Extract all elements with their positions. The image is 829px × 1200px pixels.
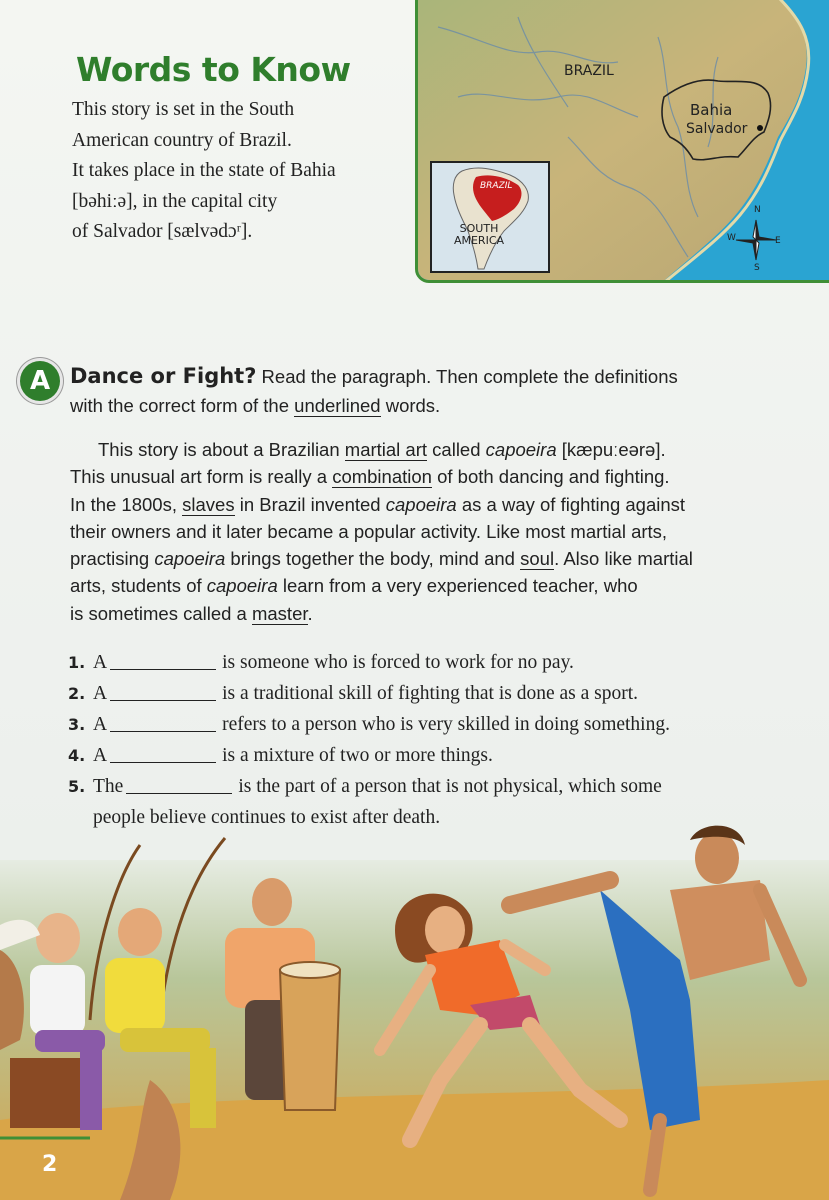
exercise-heading: Dance or Fight?: [70, 364, 257, 388]
answer-blank[interactable]: [126, 773, 232, 794]
reading-paragraph: This story is about a Brazilian martial art called capoeira [kæpuːeərə]. This unusual art form is really a combination of both dancing and fighting. In the 1800s, slaves in Brazil invented capoeira as a way of fighting against their owners and it later became a popular activity. Like most martial arts, practising capoeira brings together the body, mind and soul. Also like martial arts, students of capoeira learn from a very experienced teacher, who is sometimes called a master.: [70, 439, 693, 624]
vocab-master: master: [251, 602, 308, 624]
map-label-salvador: Salvador: [686, 121, 748, 137]
page-number: 2: [42, 1152, 58, 1177]
south-america-inset-map: [430, 161, 550, 273]
vocab-slaves: slaves: [182, 493, 235, 515]
inset-label-brazil: BRAZIL: [480, 181, 513, 191]
compass-n: N: [754, 205, 761, 215]
exercise-a-badge: A: [20, 361, 60, 401]
brazil-map: [415, 0, 829, 283]
inset-label-south-america: SOUTH AMERICA: [453, 222, 505, 247]
south-america-shape: [432, 163, 548, 271]
map-label-bahia: Bahia: [690, 101, 733, 119]
definition-questions: [68, 647, 808, 833]
compass-w: W: [727, 233, 736, 243]
vocab-combination: combination: [332, 466, 432, 488]
compass-s: S: [754, 263, 760, 273]
question-item: 2. A is a traditional skill of fighting that is done as a sport.: [68, 678, 808, 709]
question-item: 4. A is a mixture of two or more things.: [68, 740, 808, 771]
answer-blank[interactable]: [110, 711, 216, 732]
vocab-soul: soul: [520, 548, 555, 570]
wtk-line: This story is set in the South: [72, 99, 295, 120]
words-to-know-title: Words to Know: [76, 50, 351, 89]
vocab-martial-art: martial art: [344, 439, 428, 460]
compass-e: E: [775, 236, 781, 246]
question-continuation: people believe continues to exist after death.: [93, 807, 441, 828]
wtk-line: It takes place in the state of Bahia: [72, 160, 336, 181]
wtk-line: [bəhiːə], in the capital city: [72, 190, 278, 212]
capoeira-illustration: [0, 820, 829, 1200]
underlined-word: underlined: [294, 395, 381, 416]
answer-blank[interactable]: [110, 649, 216, 670]
question-item: 1. A is someone who is forced to work for no pay.: [68, 647, 808, 678]
question-item: 3. A refers to a person who is very skilled in doing something.: [68, 709, 808, 740]
wtk-line: American country of Brazil.: [72, 129, 292, 151]
words-to-know-text: [72, 95, 392, 248]
exercise-instructions: Dance or Fight? Read the paragraph. Then complete the definitions with the correct form of the underlined words.: [70, 364, 678, 416]
answer-blank[interactable]: [110, 742, 216, 763]
question-item: 5. The is the part of a person that is not physical, which some: [68, 771, 808, 802]
wtk-line: of Salvador [sælvədɔʳ].: [72, 221, 253, 242]
map-label-brazil: BRAZIL: [564, 63, 614, 79]
answer-blank[interactable]: [110, 680, 216, 701]
